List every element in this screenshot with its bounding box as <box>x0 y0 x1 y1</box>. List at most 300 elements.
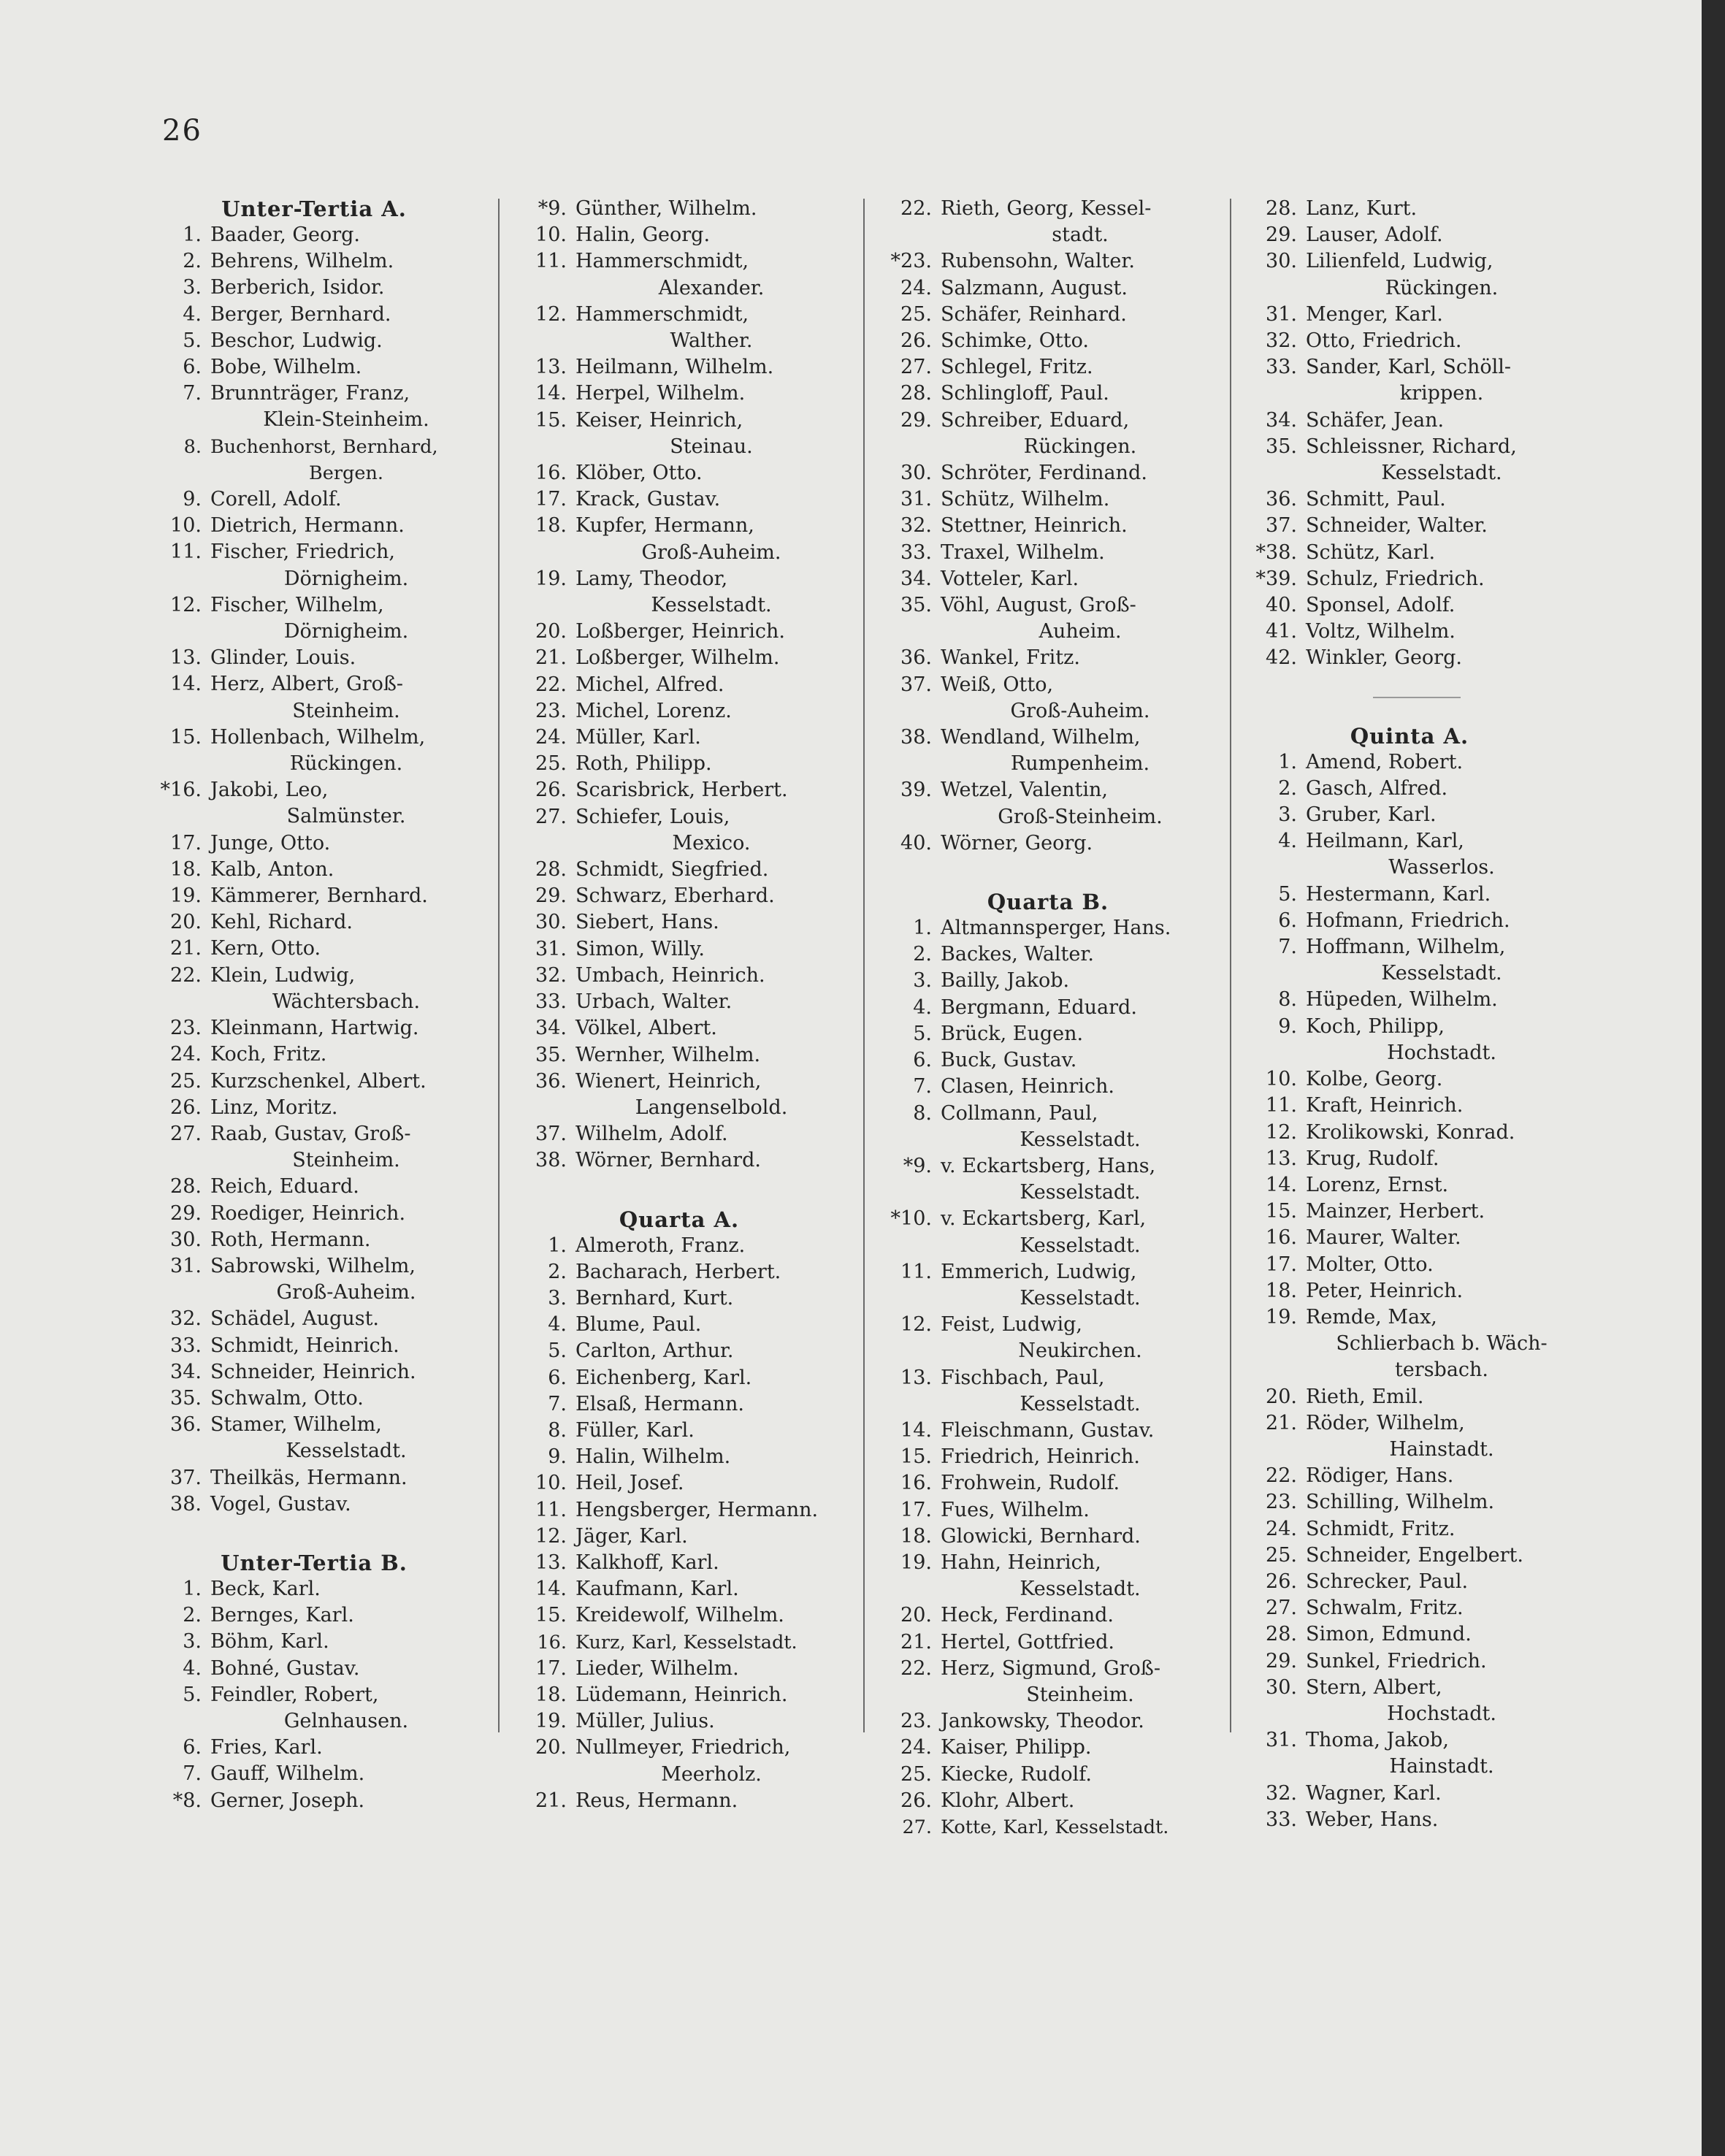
student-hometown: Alexander. <box>658 276 765 299</box>
student-hometown: Bergen. <box>309 462 383 484</box>
entry-number: 35. <box>900 594 932 617</box>
student-name: Jakobi, Leo, <box>210 779 329 802</box>
entry-number: 11. <box>170 540 202 564</box>
entry-number: 26. <box>535 779 567 802</box>
student-name: Gasch, Alfred. <box>1306 776 1448 800</box>
student-entry <box>511 222 847 248</box>
student-entry <box>1242 987 1577 1013</box>
entry-number: 24. <box>170 1043 202 1066</box>
student-name: Wilhelm, Adolf. <box>575 1123 728 1146</box>
student-name: Otto, Friedrich. <box>1306 329 1462 353</box>
entry-number: 13. <box>535 356 567 379</box>
student-name: Jäger, Karl. <box>575 1524 688 1548</box>
entry-number: 33. <box>1266 1808 1297 1831</box>
student-name: Schmidt, Fritz. <box>1306 1517 1456 1540</box>
entry-number: 19. <box>900 1551 932 1574</box>
student-entry <box>511 302 847 354</box>
student-list <box>1242 196 1577 672</box>
student-entry <box>876 672 1220 725</box>
student-hometown: Dörnigheim. <box>283 620 409 643</box>
entry-number: 16. <box>900 1472 932 1495</box>
student-name: Kaufmann, Karl. <box>575 1578 739 1601</box>
entry-number: 31. <box>1266 1729 1297 1752</box>
student-name: Maurer, Walter. <box>1306 1226 1461 1250</box>
student-entry <box>511 1524 847 1550</box>
entry-number: 6. <box>183 356 202 379</box>
student-entry <box>511 883 847 909</box>
student-hometown: Kesselstadt. <box>1381 462 1502 485</box>
entry-number: 28. <box>900 382 932 405</box>
student-entry <box>876 1708 1220 1735</box>
student-name: Keiser, Heinrich, <box>575 408 743 432</box>
student-entry <box>876 1762 1220 1788</box>
entry-number: 27. <box>900 356 932 379</box>
entry-number: 27. <box>902 1816 932 1838</box>
student-name: Schneider, Walter. <box>1306 514 1488 538</box>
student-hometown: Langenselbold. <box>635 1096 788 1119</box>
student-entry <box>1242 1304 1577 1384</box>
student-entry <box>876 1524 1220 1550</box>
student-name: Feist, Ludwig, <box>941 1313 1082 1337</box>
entry-number: 22. <box>900 197 932 220</box>
entry-number: 1. <box>183 1577 202 1600</box>
student-name: Hahn, Heinrich, <box>941 1551 1101 1574</box>
student-name: Brunnträger, Franz, <box>210 382 410 405</box>
student-entry <box>146 1227 482 1253</box>
student-entry <box>146 1682 482 1735</box>
student-entry <box>511 963 847 989</box>
entry-number: 12. <box>900 1313 932 1337</box>
student-name: Heilmann, Karl, <box>1306 830 1464 853</box>
student-entry <box>146 1412 482 1464</box>
student-entry <box>876 408 1220 460</box>
student-name: Roediger, Heinrich. <box>210 1201 406 1225</box>
entry-number: 27. <box>1266 1597 1297 1620</box>
entry-number: 17. <box>535 488 567 511</box>
entry-number: 18. <box>900 1524 932 1548</box>
student-name: Schlegel, Fritz. <box>941 356 1093 379</box>
student-entry <box>876 540 1220 566</box>
entry-number: 30. <box>170 1228 202 1251</box>
student-name: Kolbe, Georg. <box>1306 1068 1443 1091</box>
entry-number: 13. <box>900 1366 932 1389</box>
student-entry <box>511 1735 847 1787</box>
column-2 <box>511 196 847 1814</box>
student-entry <box>146 1121 482 1174</box>
entry-number: 30. <box>535 911 567 934</box>
student-entry <box>146 1761 482 1787</box>
student-name: Hammerschmidt, <box>575 302 749 326</box>
student-entry <box>876 1101 1220 1153</box>
student-entry <box>146 1735 482 1761</box>
student-entry <box>1242 1621 1577 1648</box>
student-name: Traxel, Wilhelm. <box>941 540 1105 564</box>
student-name: Weiß, Otto, <box>941 673 1054 696</box>
entry-number: 11. <box>1266 1094 1297 1117</box>
student-name: Schreiber, Eduard, <box>941 408 1130 432</box>
student-name: Friedrich, Heinrich. <box>941 1445 1140 1469</box>
student-entry <box>511 645 847 671</box>
student-entry <box>511 1069 847 1121</box>
student-list <box>146 1576 482 1814</box>
entry-number: *8. <box>172 1789 202 1812</box>
student-name: Voltz, Wilhelm. <box>1306 620 1456 643</box>
student-hometown: Meerholz. <box>661 1762 762 1786</box>
student-name: Berger, Bernhard. <box>210 302 391 326</box>
entry-number: 29. <box>900 408 932 432</box>
student-hometown: Steinheim. <box>292 1149 400 1172</box>
entry-number: 10. <box>1266 1068 1297 1091</box>
entry-number: 26. <box>1266 1570 1297 1593</box>
student-name: Buchenhorst, Bernhard, <box>210 435 438 458</box>
student-name: Jankowsky, Theodor. <box>941 1710 1144 1733</box>
student-entry <box>1242 248 1577 301</box>
student-entry <box>146 1201 482 1227</box>
student-name: Lilienfeld, Ludwig, <box>1306 250 1493 273</box>
entry-number: 34. <box>1266 408 1297 432</box>
student-entry <box>511 1015 847 1041</box>
student-entry <box>146 936 482 962</box>
student-entry <box>876 1206 1220 1258</box>
student-name: Theilkäs, Hermann. <box>210 1466 408 1489</box>
student-name: Nullmeyer, Friedrich, <box>575 1736 791 1759</box>
entry-number: 21. <box>535 646 567 670</box>
student-entry <box>1242 1278 1577 1304</box>
entry-number: *23. <box>890 250 932 273</box>
student-entry <box>1242 1225 1577 1251</box>
student-name: Hofmann, Friedrich. <box>1306 909 1510 932</box>
entry-number: 8. <box>913 1101 932 1125</box>
student-name: Kehl, Richard. <box>210 911 353 934</box>
student-hometown: Wächtersbach. <box>272 990 421 1013</box>
student-name: Kalkhoff, Karl. <box>575 1551 719 1574</box>
student-name: Schilling, Wilhelm. <box>1306 1491 1495 1514</box>
student-entry <box>876 275 1220 302</box>
student-hometown: Kesselstadt. <box>1020 1392 1141 1415</box>
entry-number: 24. <box>900 276 932 299</box>
student-entry <box>511 777 847 803</box>
student-entry <box>1242 302 1577 328</box>
entry-number: 8. <box>183 435 202 458</box>
student-entry <box>876 592 1220 645</box>
entry-number: 3. <box>1278 803 1297 827</box>
student-name: Gerner, Joseph. <box>210 1789 365 1812</box>
student-entry <box>876 354 1220 381</box>
student-entry <box>511 381 847 407</box>
student-name: Collmann, Paul, <box>941 1101 1098 1125</box>
student-entry <box>1242 1489 1577 1515</box>
student-name: Schneider, Engelbert. <box>1306 1543 1523 1567</box>
student-name: Hertel, Gottfried. <box>941 1630 1114 1654</box>
student-entry <box>1242 1252 1577 1278</box>
student-entry <box>1242 645 1577 671</box>
student-entry <box>1242 1199 1577 1225</box>
entry-number: 5. <box>183 1683 202 1706</box>
student-name: Fleischmann, Gustav. <box>941 1418 1155 1442</box>
student-entry <box>146 1253 482 1306</box>
student-name: Umbach, Heinrich. <box>575 963 765 987</box>
entry-number: 33. <box>170 1334 202 1357</box>
student-name: Simon, Willy. <box>575 937 705 960</box>
student-name: Stamer, Wilhelm, <box>210 1413 382 1437</box>
student-name: Feindler, Robert, <box>210 1683 379 1706</box>
entry-number: 11. <box>535 250 567 273</box>
student-entry <box>1242 934 1577 987</box>
entry-number: 20. <box>535 620 567 643</box>
student-entry <box>876 1074 1220 1100</box>
entry-number: 31. <box>170 1254 202 1277</box>
entry-number: 27. <box>535 805 567 828</box>
student-entry <box>146 777 482 830</box>
student-name: Schulz, Friedrich. <box>1306 567 1485 590</box>
student-hometown: Dörnigheim. <box>283 567 409 590</box>
entry-number: 31. <box>1266 302 1297 326</box>
entry-number: 2. <box>183 1604 202 1627</box>
student-name: Günther, Wilhelm. <box>575 197 757 220</box>
student-entry <box>1242 328 1577 354</box>
student-entry <box>876 1814 1220 1840</box>
student-name: Molter, Otto. <box>1306 1253 1434 1276</box>
entry-number: 17. <box>170 831 202 855</box>
student-name: Halin, Georg. <box>575 223 711 247</box>
student-entry <box>1242 1093 1577 1119</box>
student-name: Lauser, Adolf. <box>1306 223 1443 247</box>
entry-number: 6. <box>548 1366 567 1389</box>
student-name: Raab, Gustav, Groß- <box>210 1122 411 1145</box>
student-name: Lüdemann, Heinrich. <box>575 1683 788 1706</box>
class-heading: Quinta A. <box>1350 723 1469 749</box>
class-heading: Quarta A. <box>619 1207 740 1232</box>
entry-number: 1. <box>913 917 932 940</box>
student-entry <box>511 566 847 619</box>
student-entry <box>1242 1014 1577 1066</box>
entry-number: *9. <box>538 197 567 220</box>
student-hometown: Rückingen. <box>1385 276 1499 299</box>
student-name: Fischbach, Paul, <box>941 1366 1105 1389</box>
entry-number: 3. <box>183 1630 202 1654</box>
student-name: Fischer, Wilhelm, <box>210 593 384 616</box>
student-name: Bernges, Karl. <box>210 1604 354 1627</box>
student-entry <box>1242 1066 1577 1093</box>
student-name: Clasen, Heinrich. <box>941 1075 1114 1098</box>
entry-number: 25. <box>535 752 567 776</box>
entry-number: 31. <box>535 937 567 960</box>
student-name: Peter, Heinrich. <box>1306 1279 1464 1302</box>
student-hometown: krippen. <box>1399 382 1484 405</box>
entry-number: 25. <box>1266 1543 1297 1567</box>
student-name: Schröter, Ferdinand. <box>941 462 1147 485</box>
student-name: Kupfer, Hermann, <box>575 514 754 538</box>
entry-number: 24. <box>535 726 567 749</box>
entry-number: 19. <box>170 884 202 908</box>
entry-number: 24. <box>1266 1517 1297 1540</box>
student-entry <box>511 1312 847 1338</box>
student-name: Heilmann, Wilhelm. <box>575 356 774 379</box>
student-name: Brück, Eugen. <box>941 1022 1084 1045</box>
student-entry <box>511 354 847 381</box>
student-name: Kraft, Heinrich. <box>1306 1094 1464 1117</box>
student-entry <box>511 1147 847 1174</box>
student-hometown: Kesselstadt. <box>1020 1128 1141 1151</box>
section-divider <box>1242 672 1577 723</box>
student-name: Loßberger, Wilhelm. <box>575 646 780 670</box>
student-name: Kotte, Karl, Kesselstadt. <box>941 1816 1169 1838</box>
student-entry <box>1242 776 1577 802</box>
student-name: Schiefer, Louis, <box>575 805 730 828</box>
student-name: Corell, Adolf. <box>210 488 342 511</box>
student-hometown: Salmünster. <box>286 805 406 828</box>
student-entry <box>876 460 1220 486</box>
entry-number: 14. <box>1266 1173 1297 1196</box>
entry-number: 28. <box>170 1175 202 1199</box>
student-entry <box>1242 1463 1577 1489</box>
student-entry <box>876 513 1220 539</box>
student-entry <box>1242 222 1577 248</box>
student-name: Hammerschmidt, <box>575 250 749 273</box>
student-entry <box>511 1682 847 1708</box>
student-name: Backes, Walter. <box>941 943 1094 966</box>
entry-number: 2. <box>913 943 932 966</box>
student-name: Kreidewolf, Wilhelm. <box>575 1604 784 1627</box>
entry-number: 19. <box>535 1710 567 1733</box>
student-name: Heck, Ferdinand. <box>941 1604 1114 1627</box>
student-name: Wankel, Fritz. <box>941 646 1080 670</box>
student-entry <box>876 1735 1220 1761</box>
entry-number: 33. <box>1266 356 1297 379</box>
student-name: Sponsel, Adolf. <box>1306 594 1456 617</box>
student-entry <box>1242 1675 1577 1727</box>
entry-number: 25. <box>170 1069 202 1093</box>
entry-number: 29. <box>535 884 567 908</box>
student-name: Wernher, Wilhelm. <box>575 1043 761 1066</box>
student-name: Schimke, Otto. <box>941 329 1089 353</box>
student-entry <box>1242 1172 1577 1199</box>
entry-number: *38. <box>1255 540 1297 564</box>
student-entry <box>146 909 482 936</box>
student-entry <box>511 1497 847 1524</box>
student-name: Amend, Robert. <box>1306 750 1464 773</box>
student-name: Michel, Alfred. <box>575 673 724 696</box>
student-entry <box>146 1069 482 1095</box>
student-name: Vöhl, August, Groß- <box>941 594 1136 617</box>
student-entry <box>146 1491 482 1518</box>
student-hometown: Kesselstadt. <box>1020 1181 1141 1204</box>
class-heading: Quarta B. <box>987 890 1109 915</box>
student-entry <box>146 275 482 301</box>
student-entry <box>876 1497 1220 1524</box>
student-name: v. Eckartsberg, Hans, <box>941 1154 1156 1177</box>
student-hometown: Kesselstadt. <box>286 1440 407 1463</box>
student-entry <box>146 883 482 909</box>
student-entry <box>1242 619 1577 645</box>
student-name: Berberich, Isidor. <box>210 276 385 299</box>
student-entry <box>1242 566 1577 592</box>
entry-number: 4. <box>183 302 202 326</box>
student-entry <box>146 1576 482 1602</box>
entry-number: 23. <box>900 1710 932 1733</box>
entry-number: 9. <box>548 1445 567 1469</box>
entry-number: 18. <box>535 514 567 538</box>
student-entry <box>511 1629 847 1656</box>
entry-number: 3. <box>913 969 932 993</box>
student-name: Dietrich, Hermann. <box>210 514 405 538</box>
student-entry <box>511 1365 847 1391</box>
student-name: Wörner, Georg. <box>941 831 1093 855</box>
student-entry <box>876 486 1220 513</box>
entry-number: 35. <box>170 1386 202 1410</box>
student-entry <box>146 222 482 248</box>
entry-number: 42. <box>1266 646 1297 670</box>
column-4 <box>1242 196 1577 1833</box>
student-entry <box>511 1602 847 1629</box>
student-entry <box>511 751 847 777</box>
student-entry <box>511 989 847 1015</box>
entry-number: 35. <box>1266 435 1297 458</box>
student-entry <box>146 963 482 1015</box>
entry-number: 7. <box>1278 936 1297 959</box>
entry-number: 7. <box>913 1075 932 1098</box>
student-hometown: Klein-Steinheim. <box>263 408 429 432</box>
column-1 <box>146 196 482 1814</box>
column-rule <box>498 199 500 1732</box>
student-name: Gauff, Wilhelm. <box>210 1762 365 1786</box>
student-name: Linz, Moritz. <box>210 1096 338 1119</box>
student-entry <box>146 1306 482 1332</box>
entry-number: 10. <box>535 223 567 247</box>
student-name: Roth, Hermann. <box>210 1228 371 1251</box>
entry-number: 8. <box>548 1418 567 1442</box>
student-entry <box>511 725 847 751</box>
student-entry <box>1242 908 1577 934</box>
student-entry <box>511 1444 847 1470</box>
entry-number: 37. <box>1266 514 1297 538</box>
entry-number: 9. <box>1278 1014 1297 1038</box>
entry-number: 36. <box>900 646 932 670</box>
student-entry <box>511 1042 847 1069</box>
student-entry <box>1242 1543 1577 1569</box>
entry-number: 2. <box>548 1260 567 1283</box>
entry-number: 27. <box>170 1122 202 1145</box>
student-entry <box>511 248 847 301</box>
student-name: Schäfer, Jean. <box>1306 408 1445 432</box>
student-name: Loßberger, Heinrich. <box>575 620 785 643</box>
student-hometown: Hochstadt. <box>1387 1041 1496 1064</box>
entry-number: 17. <box>535 1656 567 1680</box>
student-entry <box>511 804 847 857</box>
student-name: Kaiser, Philipp. <box>941 1736 1092 1759</box>
student-name: Bergmann, Eduard. <box>941 995 1137 1019</box>
entry-number: 21. <box>535 1789 567 1812</box>
entry-number: 37. <box>900 673 932 696</box>
student-name: Reus, Hermann. <box>575 1789 738 1812</box>
student-entry <box>146 725 482 777</box>
entry-number: 17. <box>1266 1253 1297 1276</box>
entry-number: 7. <box>183 1762 202 1786</box>
student-entry <box>876 777 1220 830</box>
student-name: Gruber, Karl. <box>1306 803 1437 827</box>
entry-number: 36. <box>170 1413 202 1437</box>
student-entry <box>146 434 482 486</box>
student-entry <box>876 381 1220 407</box>
entry-number: 38. <box>170 1492 202 1515</box>
student-name: Wetzel, Valentin, <box>941 779 1108 802</box>
entry-number: 4. <box>1278 830 1297 853</box>
student-hometown: Groß-Auheim. <box>276 1281 416 1304</box>
student-name: Schütz, Karl. <box>1306 540 1436 564</box>
student-name: Votteler, Karl. <box>941 567 1079 590</box>
student-entry <box>511 936 847 963</box>
entry-number: 13. <box>535 1551 567 1574</box>
